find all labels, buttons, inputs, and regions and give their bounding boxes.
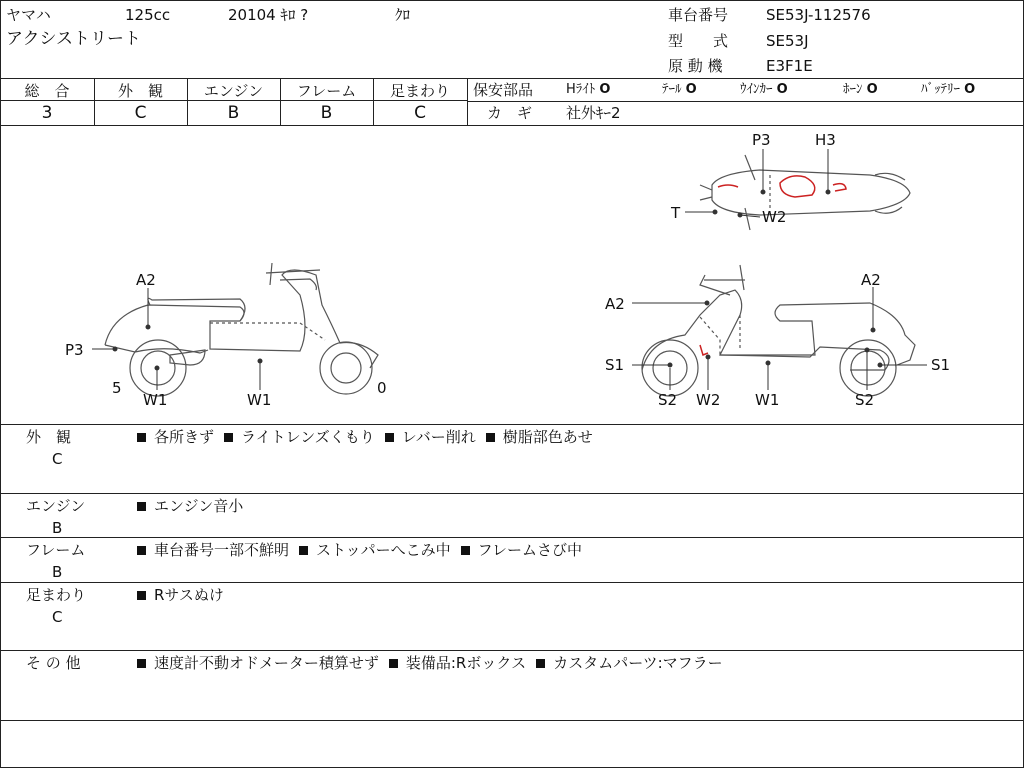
remark-category: エンジン [26,497,86,515]
label-w2: W2 [696,391,721,409]
remark-item: フレームさび中 [477,541,582,559]
remark-item: カスタムパーツ:マフラー [553,654,723,672]
label-w1: W1 [247,391,272,409]
label-0: 0 [377,379,387,397]
safety-label: 保安部品 [473,81,534,99]
remark-item: ストッパーへこみ中 [316,541,451,559]
bullet-square-icon [137,546,146,555]
remark-category: 外 観 [26,428,72,446]
rule [0,720,1024,721]
remark-items [137,654,723,672]
damage-diagram [0,125,1024,425]
bullet-square-icon [486,433,495,442]
label-t: T [671,204,681,222]
label-w1: W1 [143,391,168,409]
mileage: 20104 ｷﾛ ? [228,6,309,24]
remark-item: 速度計不動オドメーター積算せず [154,654,379,672]
engine-label: 原 動 機 [668,57,723,75]
safety-item-headlight: Hﾗｲﾄ O [566,82,611,97]
bullet-square-icon [389,659,398,668]
label-a2: A2 [605,295,625,313]
remark-item: 各所きず [154,428,215,446]
label-a2: A2 [861,271,881,289]
remark-items [137,586,224,604]
rule [0,78,1024,79]
safety-item-winker: ｳｲﾝｶｰ O [740,82,788,97]
type-label: 型 式 [668,32,729,50]
label-h3: H3 [815,131,836,149]
remark-grade: C [52,608,63,626]
grade-value-suspension: C [414,103,426,123]
remark-item: 車台番号一部不鮮明 [154,541,290,559]
remark-items [137,497,243,515]
label-5: 5 [112,379,122,397]
top-view-scooter [700,155,910,230]
label-s2: S2 [855,391,875,409]
safety-item-horn: ﾎｰﾝ O [843,82,878,97]
chassis-label: 車台番号 [668,6,729,24]
grade-label-engine: エンジン [203,82,264,100]
label-a2: A2 [136,271,156,289]
remark-category: フレーム [26,541,86,559]
remark-category: そ の 他 [26,654,81,672]
remark-item: 装備品:Rボックス [405,654,527,672]
bullet-square-icon [536,659,545,668]
remark-category: 足まわり [26,586,87,604]
bullet-square-icon [137,591,146,600]
grade-value-frame: B [320,103,333,123]
color: ｸﾛ [395,6,411,24]
grade-label-suspension: 足まわり [389,82,450,100]
grade-value-engine: B [227,103,240,123]
rule [0,537,1024,538]
bullet-square-icon [461,546,470,555]
remark-items [137,541,582,559]
model-name: アクシストリート [6,29,141,49]
bullet-square-icon [299,546,308,555]
key-value: 社外ｷｰ2 [566,104,621,122]
engine-value: E3F1E [766,57,813,75]
remark-grade: B [52,563,63,581]
remark-grade: B [52,519,63,537]
grade-value-overall: 3 [41,103,53,123]
remark-item: ライトレンズくもり [241,428,375,446]
safety-item-battery: ﾊﾞｯﾃﾘｰ O [921,82,976,97]
grade-label-exterior: 外 観 [117,82,163,100]
label-s1: S1 [605,356,625,374]
maker: ヤマハ [6,6,51,24]
remark-item: Rサスぬけ [154,586,224,604]
remark-items [137,428,593,446]
grade-label-overall: 総 合 [24,82,70,100]
label-w1: W1 [755,391,780,409]
rule [0,424,1024,425]
chassis-value: SE53J-112576 [766,6,871,24]
grade-label-frame: フレーム [296,82,357,100]
label-s2: S2 [658,391,678,409]
bullet-square-icon [137,433,146,442]
rule [0,582,1024,583]
bullet-square-icon [385,433,394,442]
bullet-square-icon [224,433,233,442]
remark-item: レバー削れ [401,428,476,446]
grade-value-exterior: C [134,103,147,123]
label-w2: W2 [762,208,787,226]
rule [467,78,468,125]
remark-grade: C [52,450,63,468]
damage-marks [700,176,846,355]
rule [0,650,1024,651]
safety-item-tail: ﾃｰﾙ O [662,82,697,97]
label-p3: P3 [65,341,84,359]
bullet-square-icon [137,502,146,511]
bullet-square-icon [137,659,146,668]
rule [0,493,1024,494]
type-value: SE53J [766,32,809,50]
displacement: 125cc [125,6,171,24]
label-p3: P3 [752,131,771,149]
label-s1: S1 [931,356,951,374]
remark-item: エンジン音小 [154,497,244,515]
remark-item: 樹脂部色あせ [502,428,593,446]
rule [467,101,1024,102]
leader-lines [92,149,927,390]
key-label: カ ギ [487,104,533,122]
